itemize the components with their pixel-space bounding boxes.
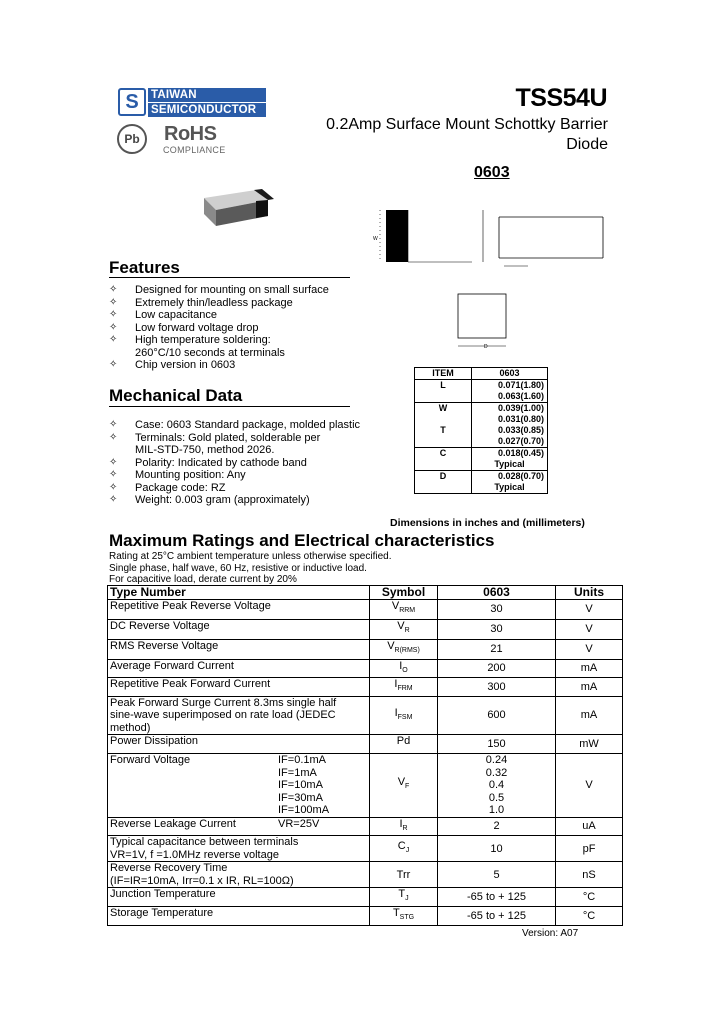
feature-item: [109, 322, 409, 335]
dimension-value: 0.018(0.45): [497, 448, 544, 458]
mechanical-title: Mechanical Data: [109, 386, 243, 405]
value-line: 0.32: [485, 766, 508, 779]
unit-cell: V: [556, 619, 623, 639]
param-line: method): [110, 721, 151, 734]
mechanical-text: Weight: 0.003 gram (approximately): [135, 494, 310, 506]
bullet-icon: ✧: [109, 334, 118, 345]
symbol-cell: [370, 735, 438, 754]
unit-cell: °C: [556, 906, 623, 925]
symbol-sub: FRM: [397, 685, 413, 693]
company-name-line1: TAIWAN: [148, 88, 266, 102]
rohs-label: RoHS: [164, 123, 217, 145]
value-cell: [438, 754, 556, 818]
unit-cell: mW: [556, 735, 623, 754]
param-cell: [108, 836, 370, 862]
mechanical-item: [109, 469, 409, 482]
mechanical-item: [109, 457, 409, 470]
unit-cell: mA: [556, 678, 623, 697]
symbol-cell: [370, 754, 438, 818]
table-row: [415, 448, 548, 471]
feature-text: High temperature soldering:: [135, 334, 271, 346]
symbol-text: I: [399, 817, 403, 830]
mechanical-text: Terminals: Gold plated, solderable per: [135, 431, 321, 444]
param-line: Reverse Leakage Current: [110, 817, 236, 830]
ratings-note: Rating at 25°C ambient temperature unless otherwise specified.: [109, 551, 392, 562]
header-package: 0603: [438, 586, 556, 600]
dimension-value: 0.031(0.80): [497, 414, 544, 424]
description-line-2: Diode: [566, 136, 608, 153]
symbol-cell: [370, 696, 438, 735]
dimension-item: C: [415, 448, 472, 471]
dimension-value: Typical: [494, 482, 525, 492]
value-cell: 10: [438, 836, 556, 862]
feature-item: [109, 284, 409, 297]
symbol-cell: [370, 862, 438, 888]
mechanical-item: [109, 494, 409, 507]
pb-label: Pb: [124, 132, 140, 146]
condition-line: IF=0.1mA: [278, 754, 326, 767]
feature-item: [109, 334, 409, 347]
condition-line: IF=30mA: [278, 791, 323, 804]
value-line: 0.24: [485, 754, 508, 767]
table-row: [108, 639, 623, 659]
mechanical-item: [109, 482, 409, 495]
value-cell: 30: [438, 599, 556, 619]
dimension-value: Typical: [494, 459, 525, 469]
symbol-sub: J: [405, 895, 409, 903]
bullet-icon: ✧: [109, 359, 118, 370]
value-line: 1.0: [488, 804, 505, 817]
param-cell: DC Reverse Voltage: [108, 619, 370, 639]
bullet-icon: ✧: [109, 309, 118, 320]
param-cell: [108, 862, 370, 888]
table-row: [415, 368, 548, 380]
table-row: [108, 862, 623, 888]
features-title: Features: [109, 258, 180, 277]
description-line-1: 0.2Amp Surface Mount Schottky Barrier: [326, 116, 608, 133]
mechanical-list: [109, 419, 409, 507]
value-cell: 30: [438, 619, 556, 639]
mechanical-text: MIL-STD-750, method 2026.: [135, 444, 275, 456]
symbol-text: V: [397, 776, 406, 789]
table-row: [415, 403, 548, 448]
table-row: [108, 735, 623, 754]
value-cell: 300: [438, 678, 556, 697]
rohs-compliance-label: COMPLIANCE: [163, 145, 226, 155]
param-cell: Storage Temperature: [108, 906, 370, 925]
symbol-sub: RRM: [399, 607, 416, 615]
company-name-line2: SEMICONDUCTOR: [148, 103, 266, 117]
param-cell: RMS Reverse Voltage: [108, 639, 370, 659]
symbol-text: Pd: [396, 735, 411, 748]
param-cell: Power Dissipation: [108, 735, 370, 754]
symbol-cell: [370, 639, 438, 659]
param-line: sine-wave superimposed on rate load (JEDEC: [110, 709, 336, 722]
value-cell: 200: [438, 659, 556, 678]
symbol-cell: [370, 619, 438, 639]
value-line: 0.4: [488, 779, 505, 792]
bullet-icon: ✧: [109, 321, 118, 333]
symbol-sub: O: [402, 666, 408, 674]
value-cell: 5: [438, 862, 556, 888]
ratings-table: [107, 585, 623, 926]
table-row: [108, 678, 623, 697]
feature-text: Designed for mounting on small surface: [135, 284, 329, 296]
version-label: Version: A07: [522, 928, 579, 939]
mechanical-text: Package code: RZ: [135, 481, 226, 494]
dimension-value: 0.028(0.70): [497, 471, 544, 481]
value-cell: 21: [438, 639, 556, 659]
bullet-icon: ✧: [109, 456, 118, 468]
mechanical-item: [109, 432, 409, 445]
symbol-text: T: [398, 888, 406, 901]
table-row: [108, 659, 623, 678]
dimensions-header-size: 0603: [472, 368, 548, 380]
part-number: TSS54U: [515, 84, 607, 112]
table-row: [108, 696, 623, 735]
dimension-item-label: W: [438, 403, 448, 413]
param-cell: [108, 754, 370, 818]
ratings-notes: [109, 551, 609, 586]
table-row: [108, 586, 623, 600]
bullet-icon: ✧: [109, 469, 118, 480]
param-cell: Repetitive Peak Reverse Voltage: [108, 599, 370, 619]
table-row: [415, 471, 548, 494]
feature-item: [109, 297, 409, 310]
dimension-item: [415, 403, 472, 448]
symbol-cell: [370, 836, 438, 862]
dimension-item: L: [415, 380, 472, 403]
dimension-values: [472, 448, 548, 471]
param-line: Reverse Recovery Time: [110, 862, 228, 875]
features-rule: [109, 277, 350, 278]
symbol-cell: [370, 817, 438, 836]
mechanical-text: Mounting position: Any: [135, 469, 246, 481]
header-symbol: Symbol: [370, 586, 438, 600]
value-line: 0.5: [488, 791, 505, 804]
unit-cell: uA: [556, 817, 623, 836]
ratings-note: Single phase, half wave, 60 Hz, resistive or inductive load.: [109, 562, 367, 574]
unit-cell: pF: [556, 836, 623, 862]
symbol-sub: J: [405, 847, 410, 855]
value-cell: -65 to + 125: [438, 888, 556, 907]
mechanical-text: Case: 0603 Standard package, molded plastic: [135, 419, 361, 431]
symbol-text: T: [392, 906, 400, 919]
condition-line: IF=1mA: [278, 766, 317, 779]
table-row: [108, 836, 623, 862]
symbol-text: V: [387, 640, 395, 653]
symbol-text: V: [397, 620, 405, 633]
dimension-item-label: T: [440, 425, 446, 435]
unit-cell: °C: [556, 888, 623, 907]
unit-cell: V: [556, 599, 623, 619]
ratings-note: For capacitive load, derate current by 20%: [109, 574, 297, 585]
mechanical-item: [109, 419, 409, 432]
symbol-cell: [370, 888, 438, 907]
dimension-item: D: [415, 471, 472, 494]
unit-cell: nS: [556, 862, 623, 888]
dimensions-table: [414, 367, 548, 494]
value-cell: 150: [438, 735, 556, 754]
mechanical-rule: [109, 406, 350, 407]
param-cell: [108, 817, 370, 836]
symbol-sub: R(RMS): [394, 647, 420, 655]
param-cell: Junction Temperature: [108, 888, 370, 907]
symbol-cell: [370, 906, 438, 925]
symbol-text: I: [394, 678, 398, 691]
feature-text: Extremely thin/leadless package: [135, 296, 293, 309]
symbol-text: C: [397, 839, 406, 852]
feature-text: Low forward voltage drop: [135, 321, 259, 334]
condition-line: VR=25V: [278, 817, 320, 830]
component-photo-icon: [196, 186, 276, 232]
condition-line: IF=100mA: [278, 804, 330, 817]
param-cell: Average Forward Current: [108, 659, 370, 678]
symbol-text: I: [394, 706, 398, 719]
drawing-w-label: W: [373, 236, 378, 242]
table-row: [108, 817, 623, 836]
table-row: [108, 754, 623, 818]
bullet-icon: ✧: [109, 431, 118, 443]
logo-mark-glyph: S: [125, 91, 139, 113]
dimension-value: 0.039(1.00): [497, 403, 544, 413]
package-title: 0603: [474, 164, 510, 181]
dimension-value: 0.027(0.70): [497, 436, 544, 446]
table-row: [108, 906, 623, 925]
unit-cell: mA: [556, 696, 623, 735]
ratings-title: Maximum Ratings and Electrical characteristics: [109, 531, 495, 550]
symbol-text: V: [391, 600, 400, 613]
symbol-sub: F: [405, 783, 410, 791]
feature-item-continuation: [109, 347, 409, 360]
value-cell: 600: [438, 696, 556, 735]
bullet-icon: ✧: [109, 284, 118, 295]
dimension-values: [472, 403, 548, 448]
value-cell: 2: [438, 817, 556, 836]
unit-cell: V: [556, 754, 623, 818]
symbol-text: I: [399, 659, 403, 672]
feature-item: [109, 309, 409, 322]
param-line: VR=1V, f =1.0MHz reverse voltage: [110, 848, 279, 861]
symbol-sub: R: [404, 627, 410, 635]
param-line: (IF=IR=10mA, Irr=0.1 x IR, RL=100Ω): [110, 874, 294, 887]
bullet-icon: ✧: [109, 296, 118, 308]
dimension-value: 0.063(1.60): [497, 391, 544, 401]
bullet-icon: ✧: [109, 481, 118, 493]
table-row: [415, 380, 548, 403]
param-line: Peak Forward Surge Current 8.3ms single half: [110, 696, 337, 709]
condition-line: IF=10mA: [278, 779, 323, 792]
symbol-text: Trr: [396, 868, 411, 881]
drawing-d-label: D: [484, 344, 488, 350]
unit-cell: V: [556, 639, 623, 659]
bullet-icon: ✧: [109, 494, 118, 505]
bullet-icon: ✧: [109, 419, 118, 430]
feature-item: [109, 359, 409, 372]
dimensions-caption: Dimensions in inches and (millimeters): [390, 517, 585, 529]
symbol-sub: R: [402, 824, 408, 832]
dimensions-header-item: ITEM: [415, 368, 472, 380]
mechanical-item-continuation: [109, 444, 409, 457]
dimension-values: [472, 471, 548, 494]
feature-text: Chip version in 0603: [135, 359, 236, 371]
features-list: [109, 284, 409, 372]
symbol-cell: [370, 678, 438, 697]
dimension-value: 0.071(1.80): [497, 380, 544, 390]
part-description: [288, 115, 608, 155]
lead-free-badge-icon: [117, 124, 147, 154]
header-units: Units: [556, 586, 623, 600]
unit-cell: mA: [556, 659, 623, 678]
mechanical-text: Polarity: Indicated by cathode band: [135, 456, 307, 469]
symbol-cell: [370, 599, 438, 619]
symbol-cell: [370, 659, 438, 678]
value-cell: -65 to + 125: [438, 906, 556, 925]
dimension-values: [472, 380, 548, 403]
param-cell: [108, 696, 370, 735]
company-logo-icon: [118, 88, 146, 116]
param-line: Typical capacitance between terminals: [110, 836, 299, 849]
dimension-value: 0.033(0.85): [497, 425, 544, 435]
header-type-number: Type Number: [108, 586, 370, 600]
feature-text: Low capacitance: [135, 309, 217, 321]
param-line: Forward Voltage: [110, 754, 191, 767]
param-cell: Repetitive Peak Forward Current: [108, 678, 370, 697]
table-row: [108, 599, 623, 619]
table-row: [108, 888, 623, 907]
table-row: [108, 619, 623, 639]
feature-text: 260°C/10 seconds at terminals: [135, 346, 285, 359]
symbol-sub: STG: [399, 914, 415, 922]
symbol-sub: FSM: [397, 713, 413, 721]
